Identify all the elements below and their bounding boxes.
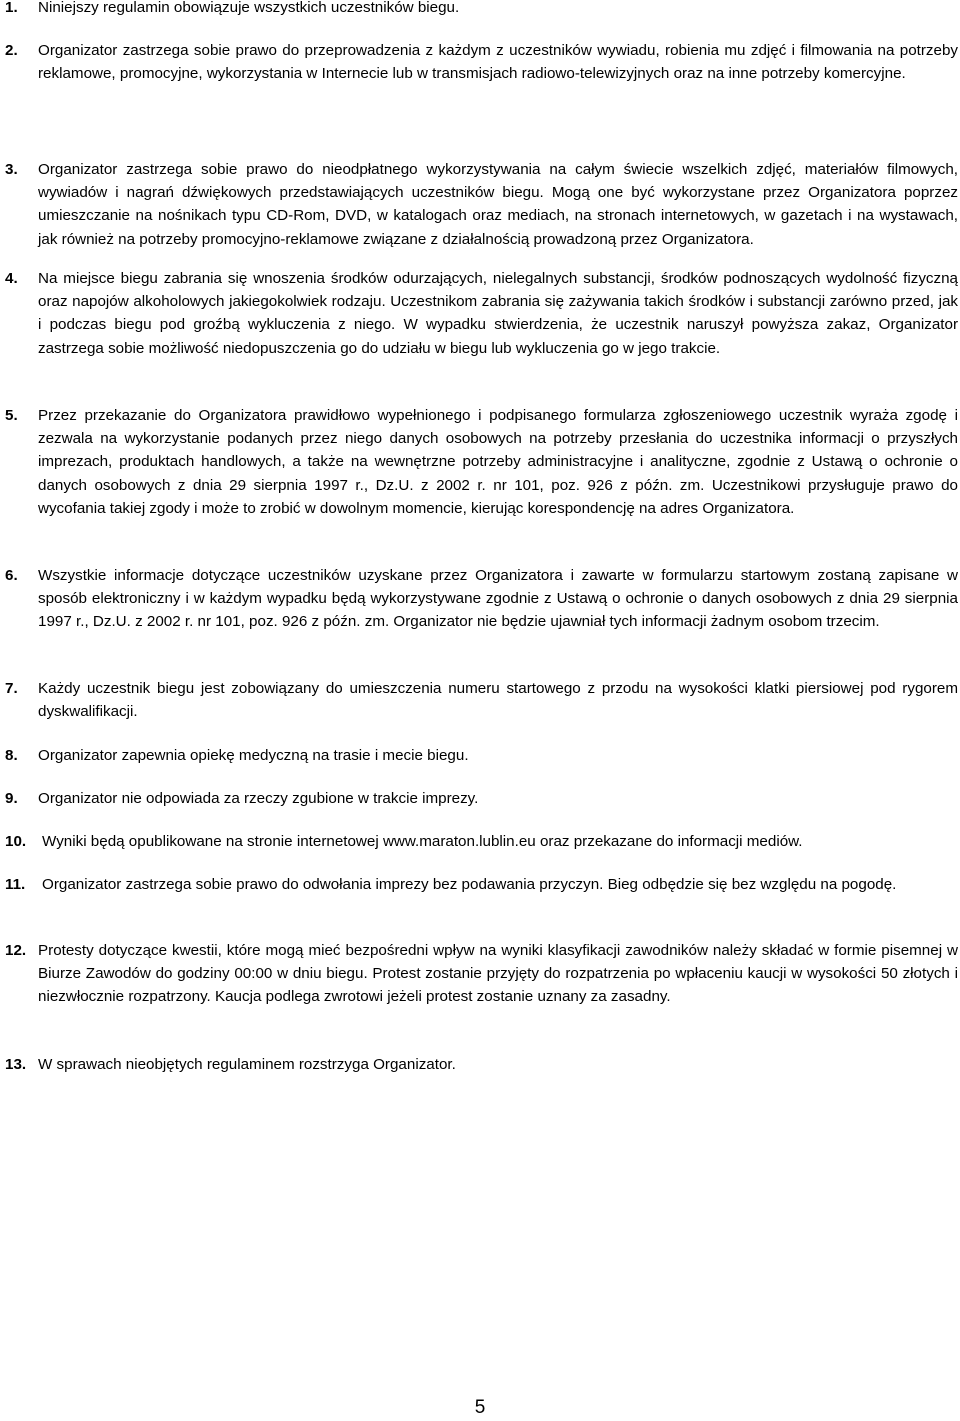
item-number: 5.	[5, 407, 18, 424]
item-text: Protesty dotyczące kwestii, które mogą mieć bezpośredni wpływ na wyniki klasyfikacji zawodników należy składać w formie pisemnej w Biurze Zawodów do godziny 00:00 w dniu biegu. Protest zostanie przyjęty do rozpatrzenia po wpłaceniu kaucji w wysokości 50 złotych i niezwłocznie rozpatrzony. Kaucja podlega zwrotowi jeżeli protest zostanie uznany za zasadny.	[38, 942, 958, 1006]
list-item	[5, 158, 958, 251]
list-item	[5, 1053, 958, 1076]
item-text: Na miejsce biegu zabrania się wnoszenia środków odurzających, nielegalnych substancji, środków podnoszących wydolność fizyczną oraz napojów alkoholowych jakiegokolwiek rodzaju. Uczestnikom zabrania się zażywania takich środków i substancji zarówno przed, jak i podczas biegu pod groźbą wykluczenia z niego. W wypadku stwierdzenia, że uczestnik naruszył powyższa zakaz, Organizator zastrzega sobie możliwość niedopuszczenia go do udziału w biegu lub wykluczenia go w jego trakcie.	[38, 270, 958, 357]
list-item	[5, 564, 958, 634]
item-text: Organizator nie odpowiada za rzeczy zgubione w trakcie imprezy.	[38, 790, 479, 807]
item-number: 9.	[5, 790, 18, 807]
item-text: Wyniki będą opublikowane na stronie internetowej www.maraton.lublin.eu oraz przekazane do informacji mediów.	[42, 833, 803, 850]
item-number: 13.	[5, 1056, 27, 1073]
list-item	[5, 873, 958, 896]
item-number: 3.	[5, 161, 18, 178]
item-text: Niniejszy regulamin obowiązuje wszystkich uczestników biegu.	[38, 0, 460, 16]
list-item	[5, 0, 958, 19]
item-number: 7.	[5, 680, 18, 697]
item-number: 11.	[5, 876, 26, 893]
item-number: 1.	[5, 0, 18, 16]
item-text: Każdy uczestnik biegu jest zobowiązany do umieszczenia numeru startowego z przodu na wysokości klatki piersiowej pod rygorem dyskwalifikacji.	[38, 680, 958, 721]
item-text: Organizator zastrzega sobie prawo do przeprowadzenia z każdym z uczestników wywiadu, robienia mu zdjęć i filmowania na potrzeby reklamowe, promocyjne, wykorzystania w Internecie lub w transmisjach radiowo-telewizyjnych oraz na inne potrzeby komercyjne.	[38, 42, 958, 83]
list-item	[5, 39, 958, 85]
list-item	[5, 267, 958, 360]
item-text: Organizator zapewnia opiekę medyczną na trasie i mecie biegu.	[38, 747, 469, 764]
list-item	[5, 830, 958, 853]
page-number: 5	[474, 1397, 486, 1418]
item-number: 8.	[5, 747, 18, 764]
item-text: Organizator zastrzega sobie prawo do nieodpłatnego wykorzystywania na całym świecie wszelkich zdjęć, materiałów filmowych, wywiadów i nagrań dźwiękowych przedstawiających uczestników biegu. Mogą one być wykorzystane przez Organizatora poprzez umieszczanie na nośnikach typu CD-Rom, DVD, w katalogach oraz mediach, na stronach internetowych, w gazetach i na wystawach, jak również na potrzeby promocyjno-reklamowe związane z działalnością prowadzoną przez Organizatora.	[38, 161, 958, 248]
item-number: 6.	[5, 567, 18, 584]
item-number: 4.	[5, 270, 18, 287]
item-number: 12.	[5, 942, 27, 959]
list-item	[5, 787, 958, 810]
item-text: Organizator zastrzega sobie prawo do odwołania imprezy bez podawania przyczyn. Bieg odbędzie się bez względu na pogodę.	[42, 876, 897, 893]
list-item	[5, 744, 958, 767]
list-item	[5, 404, 958, 520]
list-item	[5, 677, 958, 723]
item-number: 2.	[5, 42, 18, 59]
item-text: Przez przekazanie do Organizatora prawidłowo wypełnionego i podpisanego formularza zgłoszeniowego uczestnik wyraża zgodę i zezwala na wykorzystanie podanych przez niego danych osobowych na potrzeby przesłania do uczestnika informacji o przyszłych imprezach, produktach handlowych, a także na wewnętrzne potrzeby administracyjne i analityczne, zgodnie z Ustawą o ochronie o danych osobowych z dnia 29 sierpnia 1997 r., Dz.U. z 2002 r. nr 101, poz. 926 z późn. zm. Uczestnikowi przysługuje prawo do wycofania takiej zgody i może to zrobić w dowolnym momencie, kierując korespondencję na adres Organizatora.	[38, 407, 958, 517]
item-text: Wszystkie informacje dotyczące uczestników uzyskane przez Organizatora i zawarte w formularzu startowym zostaną zapisane w sposób elektroniczny i w każdym wypadku będą wykorzystywane zgodnie z Ustawą o ochronie o danych osobowych z dnia 29 sierpnia 1997 r., Dz.U. z 2002 r. nr 101, poz. 926 z późn. zm. Organizator nie będzie ujawniał tych informacji żadnym osobom trzecim.	[38, 567, 958, 631]
item-text: W sprawach nieobjętych regulaminem rozstrzyga Organizator.	[38, 1056, 456, 1073]
item-number: 10.	[5, 833, 27, 850]
list-item	[5, 939, 958, 1009]
